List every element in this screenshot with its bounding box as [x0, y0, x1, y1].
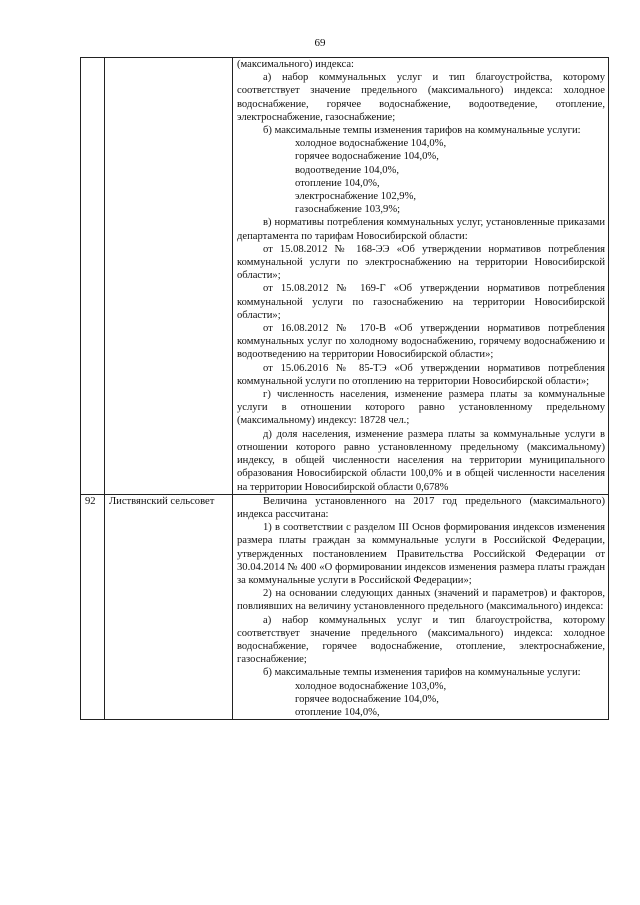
paragraph: а) набор коммунальных услуг и тип благоустройства, которому соответствует значение предельного (максимального) индекса: холодное водоснабжение, горячее водоснабжение, отопление, электроснабжение, газоснабжение;: [237, 614, 605, 666]
row-number: [81, 58, 105, 495]
table-body: [81, 58, 609, 720]
paragraph: Величина установленного на 2017 год предельного (максимального) индекса рассчитана:: [237, 495, 605, 520]
paragraph: б) максимальные темпы изменения тарифов на коммунальные услуги:: [263, 125, 581, 137]
paragraph: (максимального) индекса:: [237, 59, 354, 70]
paragraph: 2) на основании следующих данных (значений и параметров) и факторов, повлиявших на величину установленного предельного (максимального) индекса:: [237, 588, 605, 613]
paragraph: горячее водоснабжение 104,0%,: [295, 693, 439, 705]
municipality-name: Листвянский сельсовет: [105, 494, 233, 719]
table-row: [81, 58, 609, 495]
paragraph: газоснабжение 103,9%;: [295, 204, 401, 216]
paragraph: в) нормативы потребления коммунальных услуг, установленные приказами департамента по тарифам Новосибирской области:: [237, 217, 605, 242]
paragraph: водоотведение 104,0%,: [295, 164, 399, 176]
paragraph: от 15.08.2012 № 169-Г «Об утверждении нормативов потребления коммунальной услуги по газоснабжению на территории Новосибирской области»;: [237, 283, 605, 321]
paragraph: холодное водоснабжение 104,0%,: [295, 138, 447, 150]
paragraph: отопление 104,0%,: [295, 706, 380, 718]
paragraph: от 15.08.2012 № 168-ЭЭ «Об утверждении нормативов потребления коммунальной услуги по электроснабжению на территории Новосибирской области»;: [237, 243, 605, 282]
municipality-name: [105, 58, 233, 495]
paragraph: отопление 104,0%,: [295, 177, 380, 189]
paragraph: холодное водоснабжение 103,0%,: [295, 680, 447, 692]
paragraph: от 16.08.2012 № 170-В «Об утверждении нормативов потребления коммунальных услуг по холодному водоснабжению, горячему водоснабжению и водоотведению на территории Новосибирской области»;: [237, 323, 605, 361]
paragraph: г) численность населения, изменение размера платы за коммунальные услуги в отношении которого равно установленному предельному (максимальному) индексу: 18728 чел.;: [237, 389, 605, 427]
page-number: 69: [314, 37, 326, 49]
paragraph: горячее водоснабжение 104,0%,: [295, 151, 439, 163]
table-row: [81, 494, 609, 719]
row-number: 92: [81, 494, 105, 719]
paragraph: д) доля населения, изменение размера платы за коммунальные услуги в отношении которого равно установленному предельному (максимальному) индексу, в общей численности населения на территории муниципального образования Новосибирской области 100,0% и в общей численности населения на территории Новосибирской области 0,678%: [237, 428, 605, 493]
paragraph: б) максимальные темпы изменения тарифов на коммунальные услуги:: [263, 667, 581, 679]
index-description: [233, 494, 609, 719]
paragraph: 1) в соответствии с разделом III Основ формирования индексов изменения размера платы граждан за коммунальные услуги в Российской Федерации, утвержденных постановлением Правительства Российской Федерации от 30.04.2014 № 400 «О формировании индексов изменения размера платы граждан за коммунальные услуги в Российской Федерации»;: [237, 522, 605, 586]
paragraph: электроснабжение 102,9%,: [295, 191, 417, 203]
index-description: [233, 58, 609, 495]
paragraph: от 15.06.2016 № 85-ТЭ «Об утверждении нормативов потребления коммунальной услуги по отоплению на территории Новосибирской области»;: [237, 362, 605, 387]
document-table: [80, 57, 609, 720]
paragraph: а) набор коммунальных услуг и тип благоустройства, которому соответствует значение предельного (максимального) индекса: холодное водоснабжение, горячее водоснабжение, водоотведение, отопление, электроснабжение, газоснабжение;: [237, 72, 605, 123]
